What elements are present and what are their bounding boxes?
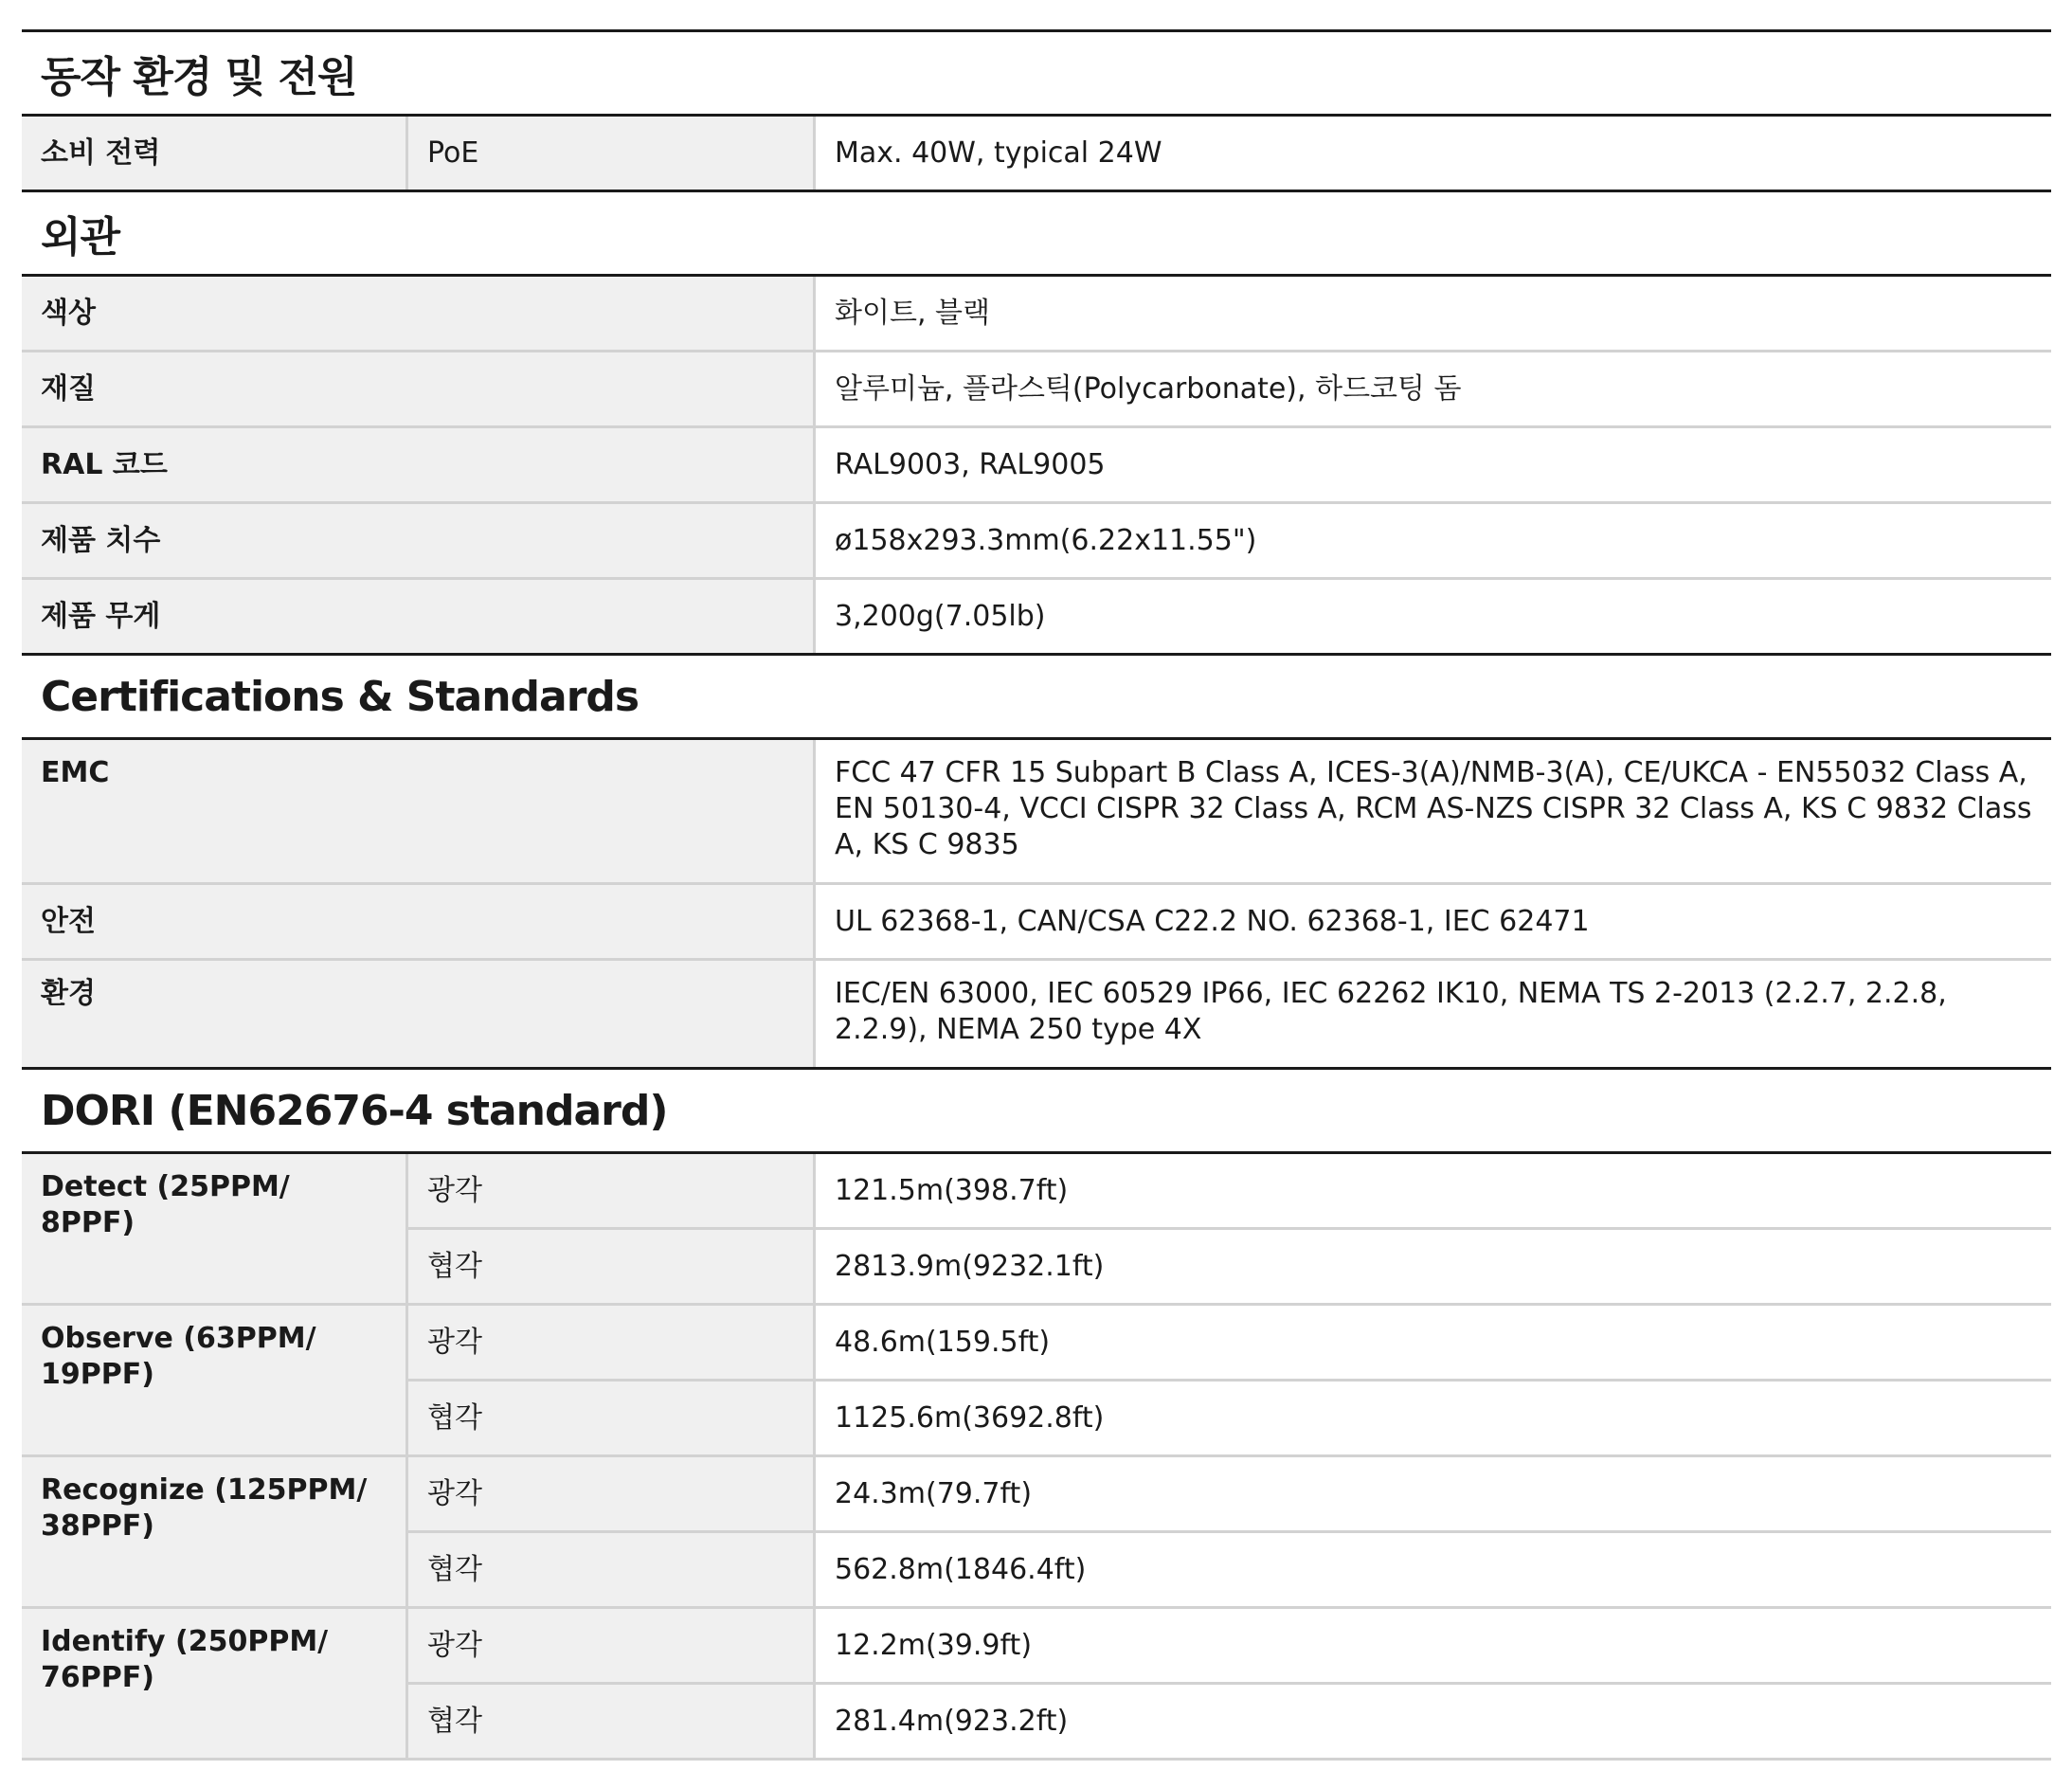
row-value: 24.3m(79.7ft) [816, 1457, 2051, 1530]
row-label: 색상 [22, 277, 816, 350]
row-value: 3,200g(7.05lb) [816, 580, 2051, 653]
row-value: 48.6m(159.5ft) [816, 1306, 2051, 1379]
row-value: Max. 40W, typical 24W [816, 117, 2051, 190]
table-row [408, 1457, 2051, 1530]
row-value: 121.5m(398.7ft) [816, 1154, 2051, 1227]
row-value: 알루미늄, 플라스틱(Polycarbonate), 하드코팅 돔 [816, 352, 2051, 425]
table-row [22, 740, 2051, 885]
row-sublabel: 광각 [408, 1306, 816, 1379]
section-title-power: 동작 환경 및 전원 [22, 29, 2051, 117]
dori-group [22, 1306, 2051, 1457]
row-label: 안전 [22, 885, 816, 958]
appearance-table [22, 277, 2051, 653]
table-row [22, 885, 2051, 961]
table-row [408, 1379, 2051, 1454]
row-sublabel: 광각 [408, 1609, 816, 1682]
table-row [22, 961, 2051, 1067]
dori-group [22, 1457, 2051, 1609]
table-row [408, 1154, 2051, 1227]
row-value: 1125.6m(3692.8ft) [816, 1382, 2051, 1454]
section-title-certifications: Certifications & Standards [22, 653, 2051, 740]
table-row [408, 1609, 2051, 1682]
row-sublabel: 광각 [408, 1457, 816, 1530]
certifications-table [22, 740, 2051, 1067]
power-table [22, 117, 2051, 190]
group-label: Detect (25PPM/ 8PPF) [22, 1154, 408, 1303]
row-label: EMC [22, 740, 816, 882]
row-sublabel: 광각 [408, 1154, 816, 1227]
table-row [408, 1227, 2051, 1303]
row-value: 12.2m(39.9ft) [816, 1609, 2051, 1682]
row-label: 제품 무게 [22, 580, 816, 653]
row-label: 소비 전력 [22, 117, 408, 190]
row-value: ø158x293.3mm(6.22x11.55") [816, 504, 2051, 577]
table-row [22, 277, 2051, 352]
row-sublabel: PoE [408, 117, 816, 190]
row-sublabel: 협각 [408, 1685, 816, 1758]
dori-group [22, 1609, 2051, 1761]
group-label: Recognize (125PPM/ 38PPF) [22, 1457, 408, 1606]
table-row [408, 1306, 2051, 1379]
group-label: Observe (63PPM/ 19PPF) [22, 1306, 408, 1454]
row-label: RAL 코드 [22, 428, 816, 501]
table-row [22, 428, 2051, 504]
spec-sheet [22, 29, 2051, 1761]
section-title-appearance: 외관 [22, 190, 2051, 277]
table-row [408, 1682, 2051, 1758]
table-row [22, 352, 2051, 428]
row-value: 2813.9m(9232.1ft) [816, 1230, 2051, 1303]
section-title-dori: DORI (EN62676-4 standard) [22, 1067, 2051, 1154]
row-value: IEC/EN 63000, IEC 60529 IP66, IEC 62262 IK10, NEMA TS 2-2013 (2.2.7, 2.2.8, 2.2.9), NEMA 250 type 4X [816, 961, 2051, 1067]
row-label: 재질 [22, 352, 816, 425]
table-row [22, 117, 2051, 190]
row-value: FCC 47 CFR 15 Subpart B Class A, ICES-3(A)/NMB-3(A), CE/UKCA - EN55032 Class A, EN 50130-4, VCCI CISPR 32 Class A, RCM AS-NZS CISPR 32 Class A, KS C 9832 Class A, KS C 9835 [816, 740, 2051, 882]
row-value: 562.8m(1846.4ft) [816, 1533, 2051, 1606]
row-value: RAL9003, RAL9005 [816, 428, 2051, 501]
row-value: 281.4m(923.2ft) [816, 1685, 2051, 1758]
row-sublabel: 협각 [408, 1382, 816, 1454]
row-value: UL 62368-1, CAN/CSA C22.2 NO. 62368-1, IEC 62471 [816, 885, 2051, 958]
group-label: Identify (250PPM/ 76PPF) [22, 1609, 408, 1758]
row-sublabel: 협각 [408, 1533, 816, 1606]
table-row [408, 1530, 2051, 1606]
table-row [22, 580, 2051, 653]
row-sublabel: 협각 [408, 1230, 816, 1303]
row-label: 제품 치수 [22, 504, 816, 577]
dori-table [22, 1154, 2051, 1761]
table-row [22, 504, 2051, 580]
row-value: 화이트, 블랙 [816, 277, 2051, 350]
dori-group [22, 1154, 2051, 1306]
row-label: 환경 [22, 961, 816, 1067]
